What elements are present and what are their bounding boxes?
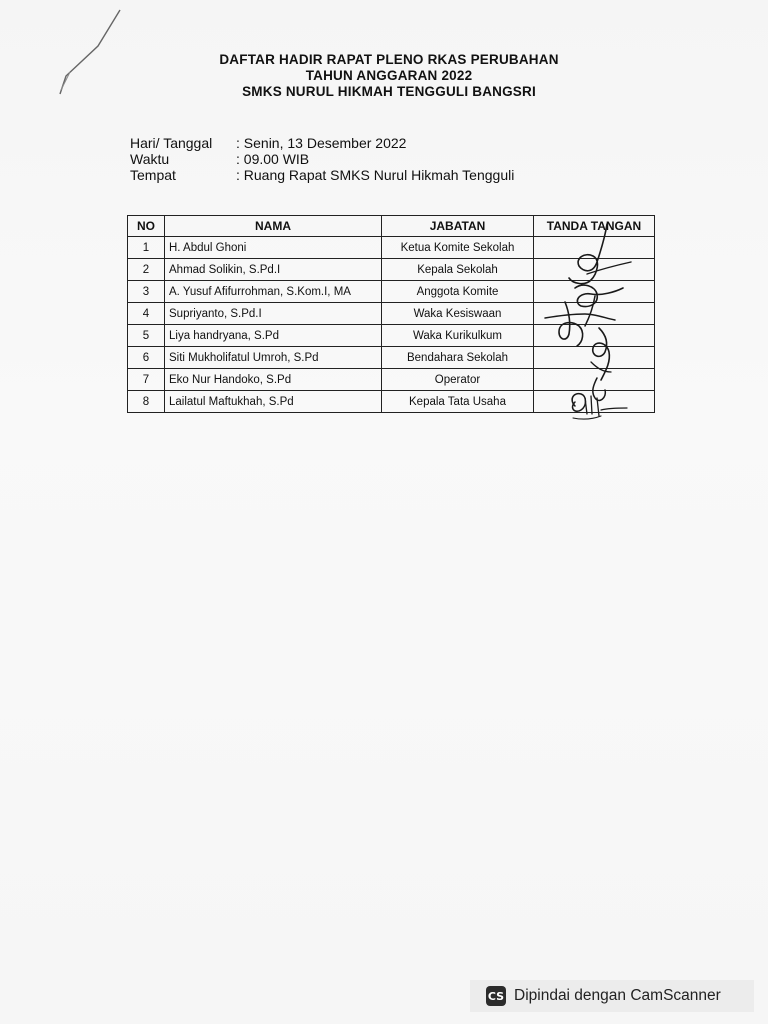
row-nama: Lailatul Maftukhah, S.Pd: [165, 391, 382, 413]
place-label: Tempat: [130, 167, 176, 183]
header-no: NO: [128, 216, 165, 237]
row-jabatan: Waka Kurikulkum: [382, 325, 534, 347]
header-jabatan: JABATAN: [382, 216, 534, 237]
table-row: [128, 281, 655, 303]
table-row: [128, 237, 655, 259]
row-signature-cell: [534, 325, 655, 347]
row-jabatan: Anggota Komite: [382, 281, 534, 303]
title-line-3: SMKS NURUL HIKMAH TENGGULI BANGSRI: [242, 84, 536, 99]
time-value: : 09.00 WIB: [236, 151, 310, 167]
row-nama: Eko Nur Handoko, S.Pd: [165, 369, 382, 391]
row-no: 5: [128, 325, 165, 347]
document-title: [0, 52, 768, 100]
header-nama: NAMA: [165, 216, 382, 237]
row-jabatan: Bendahara Sekolah: [382, 347, 534, 369]
row-nama: Ahmad Solikin, S.Pd.I: [165, 259, 382, 281]
table-row: [128, 391, 655, 413]
camscanner-watermark: [470, 980, 754, 1012]
row-signature-cell: [534, 303, 655, 325]
signature-stroke: [573, 416, 601, 419]
row-signature-cell: [534, 391, 655, 413]
date-label: Hari/ Tanggal: [130, 135, 213, 151]
row-no: 4: [128, 303, 165, 325]
table-row: [128, 303, 655, 325]
row-jabatan: Kepala Tata Usaha: [382, 391, 534, 413]
date-value: : Senin, 13 Desember 2022: [236, 135, 407, 151]
meta-time-row: [130, 151, 514, 167]
table-row: [128, 369, 655, 391]
row-no: 1: [128, 237, 165, 259]
table-row: [128, 325, 655, 347]
watermark-text: Dipindai dengan CamScanner: [514, 987, 721, 1004]
row-nama: H. Abdul Ghoni: [165, 237, 382, 259]
table-row: [128, 259, 655, 281]
row-no: 3: [128, 281, 165, 303]
title-line-1: DAFTAR HADIR RAPAT PLENO RKAS PERUBAHAN: [219, 52, 559, 67]
meeting-info: [130, 135, 514, 183]
row-jabatan: Operator: [382, 369, 534, 391]
meta-place-row: [130, 167, 514, 183]
attendance-table: [127, 215, 655, 413]
place-value: : Ruang Rapat SMKS Nurul Hikmah Tengguli: [236, 167, 515, 183]
row-signature-cell: [534, 259, 655, 281]
camscanner-icon: CS: [486, 986, 506, 1006]
table-row: [128, 347, 655, 369]
row-signature-cell: [534, 369, 655, 391]
meta-date-row: [130, 135, 514, 151]
row-signature-cell: [534, 347, 655, 369]
row-jabatan: Kepala Sekolah: [382, 259, 534, 281]
table-header-row: [128, 216, 655, 237]
row-signature-cell: [534, 281, 655, 303]
row-no: 6: [128, 347, 165, 369]
row-nama: Siti Mukholifatul Umroh, S.Pd: [165, 347, 382, 369]
header-tanda-tangan: TANDA TANGAN: [534, 216, 655, 237]
row-nama: Supriyanto, S.Pd.I: [165, 303, 382, 325]
row-jabatan: Ketua Komite Sekolah: [382, 237, 534, 259]
row-nama: Liya handryana, S.Pd: [165, 325, 382, 347]
row-nama: A. Yusuf Afifurrohman, S.Kom.I, MA: [165, 281, 382, 303]
row-signature-cell: [534, 237, 655, 259]
row-no: 7: [128, 369, 165, 391]
row-jabatan: Waka Kesiswaan: [382, 303, 534, 325]
row-no: 2: [128, 259, 165, 281]
time-label: Waktu: [130, 151, 170, 167]
title-line-2: TAHUN ANGGARAN 2022: [305, 68, 473, 83]
row-no: 8: [128, 391, 165, 413]
